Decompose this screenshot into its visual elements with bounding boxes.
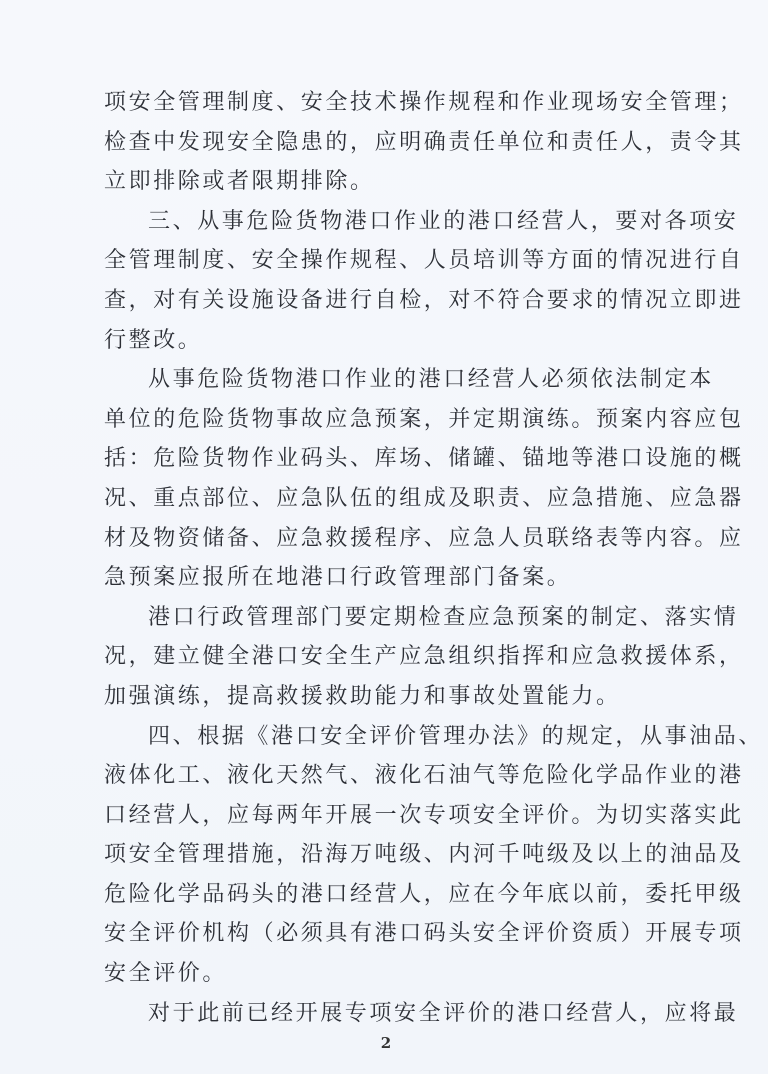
paragraph-first-line: 四、根据《港口安全评价管理办法》的规定，从事油品、 bbox=[148, 723, 764, 749]
text-line: 危险化学品码头的港口经营人，应在今年底以前，委托甲级 bbox=[104, 881, 744, 907]
text-line: 况，建立健全港口安全生产应急组织指挥和应急救援体系， bbox=[104, 644, 744, 670]
text-line: 项安全管理制度、安全技术操作规程和作业现场安全管理； bbox=[104, 90, 744, 115]
text-line: 液体化工、液化天然气、液化石油气等危险化学品作业的港 bbox=[104, 763, 744, 789]
text-line: 括：危险货物作业码头、库场、储罐、锚地等港口设施的概 bbox=[104, 446, 744, 472]
paragraph-first-line: 从事危险货物港口作业的港口经营人必须依法制定本 bbox=[148, 367, 714, 393]
text-line: 检查中发现安全隐患的，应明确责任单位和责任人，责令其 bbox=[104, 129, 744, 155]
text-line: 全管理制度、安全操作规程、人员培训等方面的情况进行自 bbox=[104, 248, 744, 274]
text-line: 况、重点部位、应急队伍的组成及职责、应急措施、应急器 bbox=[104, 485, 744, 511]
paragraph-first-line: 三、从事危险货物港口作业的港口经营人，要对各项安 bbox=[148, 208, 739, 234]
text-line: 安全评价。 bbox=[104, 961, 228, 987]
text-line: 加强演练，提高救援救助能力和事故处置能力。 bbox=[104, 683, 621, 709]
text-line: 查，对有关设施设备进行自检，对不符合要求的情况立即进 bbox=[104, 287, 744, 313]
text-line: 安全评价机构（必须具有港口码头安全评价资质）开展专项 bbox=[104, 921, 744, 947]
text-line: 立即排除或者限期排除。 bbox=[104, 169, 375, 195]
text-line: 行整改。 bbox=[104, 327, 203, 353]
text-line: 材及物资储备、应急救援程序、应急人员联络表等内容。应 bbox=[104, 525, 744, 551]
paragraph-first-line: 对于此前已经开展专项安全评价的港口经营人，应将最 bbox=[148, 1000, 739, 1026]
text-line: 急预案应报所在地港口行政管理部门备案。 bbox=[104, 565, 572, 591]
page-number: 2 bbox=[380, 1034, 392, 1052]
text-line: 口经营人，应每两年开展一次专项安全评价。为切实落实此 bbox=[104, 802, 744, 828]
text-line: 项安全管理措施，沿海万吨级、内河千吨级及以上的油品及 bbox=[104, 842, 744, 868]
paragraph-first-line: 港口行政管理部门要定期检查应急预案的制定、落实情 bbox=[148, 604, 739, 630]
document-body bbox=[104, 83, 764, 1033]
text-line: 单位的危险货物事故应急预案，并定期演练。预案内容应包 bbox=[104, 406, 744, 432]
